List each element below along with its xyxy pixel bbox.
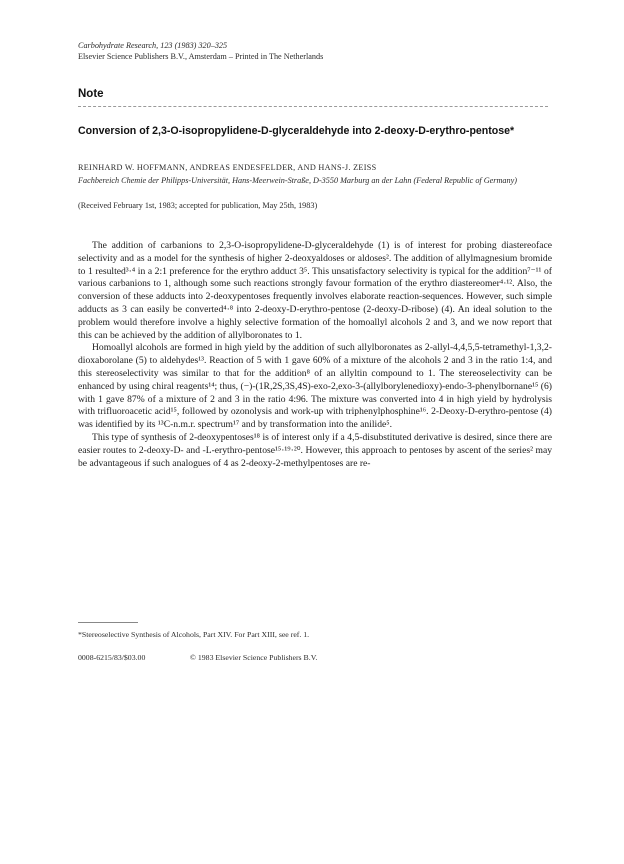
footnote: *Stereoselective Synthesis of Alcohols, Part XIV. For Part XIII, see ref. 1. bbox=[78, 630, 310, 639]
article-title: Conversion of 2,3-O-isopropylidene-D-glyceraldehyde into 2-deoxy-D-erythro-pentose* bbox=[78, 125, 515, 137]
header-rule bbox=[78, 106, 548, 107]
issn-code: 0008-6215/83/$03.00 bbox=[78, 653, 146, 662]
received-dates: (Received February 1st, 1983; accepted for publication, May 25th, 1983) bbox=[78, 201, 318, 210]
article-body bbox=[78, 240, 552, 470]
journal-line-1: Carbohydrate Research, 123 (1983) 320–325 bbox=[78, 41, 228, 50]
journal-citation bbox=[78, 40, 558, 62]
section-heading: Note bbox=[78, 88, 104, 100]
footnote-rule bbox=[78, 622, 138, 623]
paragraph: Homoallyl alcohols are formed in high yield by the addition of such allylboronates as 2-allyl-4,4,5,5-tetramethyl-1,3,2-dioxaborolane (5) to aldehydes¹³. Reaction of 5 with 1 gave 60% of a mixture of the alcohols 2 and 3 in the ratio 1:4, and this stereoselectivity was similar to that for the addition⁸ of an allyltin compound to 1. The stereoselectivity can be enhanced by using chiral reagents¹⁴; thus, (−)-(1R,2S,3S,4S)-exo-2,exo-3-(allylborylenedioxy)-endo-3-phenylbornane¹⁵ (6) with 1 gave 87% of a mixture of 2 and 3 in the ratio 4:96. The mixture was converted into 4 in high yield by hydrolysis with trifluoroacetic acid¹⁵, followed by ozonolysis and work-up with triphenylphosphine¹⁶. 2-Deoxy-D-erythro-pentose (4) was identified by its ¹³C-n.m.r. spectrum¹⁷ and by transformation into the anilide⁵. bbox=[78, 342, 552, 431]
paragraph: This type of synthesis of 2-deoxypentoses¹⁸ is of interest only if a 4,5-disubstituted derivative is desired, since there are easier routes to 2-deoxy-D- and -L-erythro-pentose¹⁵·¹⁹·²⁰. However, this approach to pentoses by ascent of the series² may be advantageous if such analogues of 4 as 2-deoxy-2-methylpentoses are re- bbox=[78, 431, 552, 469]
paragraph: The addition of carbanions to 2,3-O-isopropylidene-D-glyceraldehyde (1) is of interest for probing diastereoface selectivity and as a model for the synthesis of higher 2-deoxyaldoses or aldoses². The addition of allylmagnesium bromide to 1 resulted³·⁴ in a 2:1 preference for the erythro adduct 3⁵. This unsatisfactory selectivity is typical for the addition⁷⁻¹¹ of various carbanions to 1, although some such reactions strongly favour formation of the erythro diastereomer⁴·¹². Also, the conversion of these adducts into 2-deoxypentoses frequently involves elaborate reaction-sequences. However, such simple adducts as 3 can easily be converted⁴·⁸ into 2-deoxy-D-erythro-pentose (2-deoxy-D-ribose) (4). An ideal solution to the problem would therefore involve a highly selective formation of the homoallyl alcohols 2 and 3, and we now report that this can be achieved by the addition of allylboronates to 1. bbox=[78, 240, 552, 341]
journal-line-2: Elsevier Science Publishers B.V., Amsterdam – Printed in The Netherlands bbox=[78, 52, 324, 61]
author-list: REINHARD W. HOFFMANN, ANDREAS ENDESFELDER, AND HANS-J. ZEISS bbox=[78, 163, 377, 172]
affiliation: Fachbereich Chemie der Philipps-Universität, Hans-Meerwein-Straße, D-3550 Marburg an der Lahn (Federal Republic of Germany) bbox=[78, 176, 517, 185]
copyright-notice: © 1983 Elsevier Science Publishers B.V. bbox=[190, 653, 318, 662]
